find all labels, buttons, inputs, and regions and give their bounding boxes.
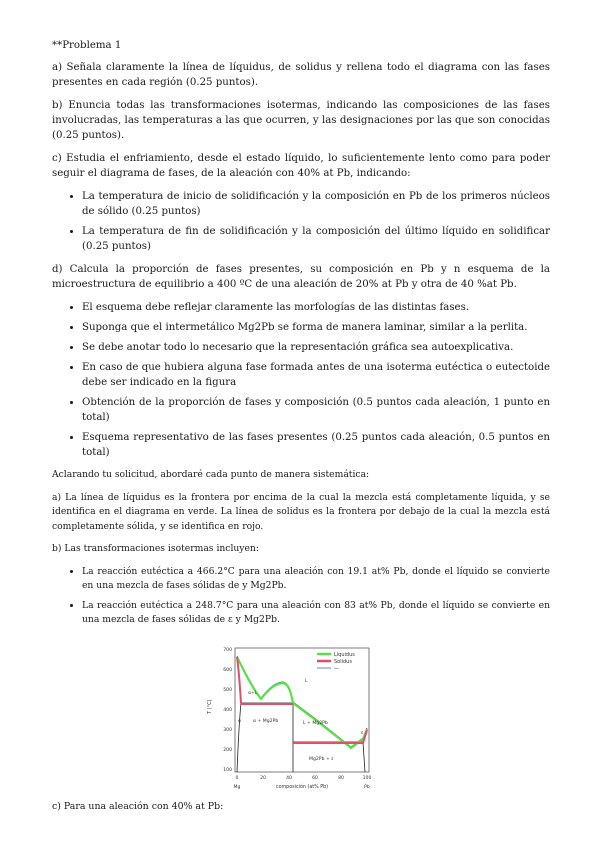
alpha-solvus (237, 703, 241, 772)
svg-text:600: 600 (223, 667, 232, 673)
region-label: α (238, 718, 242, 724)
epsilon-solvus (363, 742, 365, 772)
list-item: • La temperatura de inicio de solidificación y la composición en Pb de los primeros núcleos de sólido (0.25 puntos) (82, 189, 550, 219)
x-right-label: Pb (364, 784, 370, 790)
svg-text:200: 200 (223, 747, 232, 753)
region-label: L (305, 678, 308, 684)
legend (317, 651, 355, 672)
phase-boundaries (237, 656, 367, 772)
legend-other: — (334, 665, 339, 672)
svg-text:700: 700 (223, 647, 232, 653)
liquidus-line (237, 657, 367, 748)
legend-liquidus: Líquidus (334, 651, 355, 658)
region-label: α + Mg2Pb (253, 718, 279, 724)
y-axis-ticks (223, 647, 232, 773)
region-label: Mg2Pb + ε (309, 756, 334, 762)
list-item: • La reacción eutéctica a 248.7°C para una aleación con 83 at% Pb, donde el líquido se convierte en una mezcla de fases sólidas de ε y Mg2Pb. (82, 599, 550, 628)
svg-text:80: 80 (338, 775, 344, 781)
question-c-list (52, 189, 550, 254)
answer-c: c) Para una aleación con 40% at Pb: (52, 801, 224, 812)
document-body (52, 38, 550, 802)
svg-text:0: 0 (235, 775, 239, 781)
phase-diagram (185, 642, 375, 802)
question-c: c) Estudia el enfriamiento, desde el estado líquido, lo suficientemente lento como para poder seguir el diagrama de fases, de la aleación con 40% at Pb, indicando: (52, 153, 550, 179)
y-axis-label: T (°C) (207, 698, 213, 714)
list-item: • La temperatura de fin de solidificación y la composición del último líquido en solidificar (0.25 puntos) (82, 224, 550, 254)
svg-text:100: 100 (223, 767, 232, 773)
phase-diagram-figure (185, 642, 375, 802)
svg-text:500: 500 (223, 687, 232, 693)
region-label: α+L (248, 690, 258, 696)
solidus-line (237, 657, 367, 743)
svg-text:300: 300 (223, 727, 232, 733)
list-item: • Obtención de la proporción de fases y composición (0.5 puntos cada aleación, 1 punto en total) (82, 395, 550, 425)
list-item: • En caso de que hubiera alguna fase formada antes de una isoterma eutéctica o eutectoide debe ser indicado en la figura (82, 360, 550, 390)
list-item: • La reacción eutéctica a 466.2°C para una aleación con 19.1 at% Pb, donde el líquido se convierte en una mezcla de fases sólidas de y Mg2Pb. (82, 565, 550, 594)
answer-intro: Aclarando tu solicitud, abordaré cada punto de manera sistemática: (52, 469, 370, 480)
x-axis-ticks (236, 775, 372, 781)
region-label: ε (361, 730, 364, 736)
list-item: • El esquema debe reflejar claramente las morfologías de las distintas fases. (82, 300, 550, 315)
list-item: • Suponga que el intermetálico Mg2Pb se forma de manera laminar, similar a la perlita. (82, 320, 550, 335)
answer-a: a) La línea de líquidus es la frontera por encima de la cual la mezcla está completamente líquida, y se identifica en el diagrama en verde. La línea de solidus es la frontera por debajo de la cual la mezcla está completamente sólida, y se identifica en rojo. (52, 491, 550, 532)
region-label: L + Mg2Pb (303, 720, 328, 726)
list-item: • Se debe anotar todo lo necesario que la representación gráfica sea autoexplicativa. (82, 340, 550, 355)
svg-text:60: 60 (312, 775, 318, 781)
question-a: a) Señala claramente la línea de líquidus, de solidus y rellena todo el diagrama con las fases presentes en cada región (0.25 puntos). (52, 62, 550, 88)
answer-b-list (52, 565, 550, 628)
svg-text:400: 400 (223, 707, 232, 713)
region-labels (238, 678, 364, 762)
svg-text:100: 100 (362, 775, 372, 781)
liquidus-black (237, 656, 367, 747)
x-left-label: Mg (233, 784, 241, 790)
question-b: b) Enuncia todas las transformaciones isotermas, indicando las composiciones de las fases involucradas, las temperaturas a las que ocurren, y las designaciones por las que son conocidas (0.25 puntos). (52, 100, 550, 141)
question-d-list (52, 300, 550, 460)
legend-solidus: Solidus (334, 658, 352, 665)
svg-text:40: 40 (286, 775, 292, 781)
problem-title: **Problema 1 (52, 40, 122, 51)
question-d: d) Calcula la proporción de fases presentes, su composición en Pb y n esquema de la microestructura de equilibrio a 400 ºC de una aleación de 20% at Pb y otra de 40 %at Pb. (52, 264, 550, 290)
x-axis-label: composición (at% Pb) (275, 784, 329, 790)
answer-b: b) Las transformaciones isotermas incluyen: (52, 543, 259, 554)
list-item: • Esquema representativo de las fases presentes (0.25 puntos cada aleación, 0.5 puntos en total) (82, 430, 550, 460)
svg-text:20: 20 (260, 775, 266, 781)
